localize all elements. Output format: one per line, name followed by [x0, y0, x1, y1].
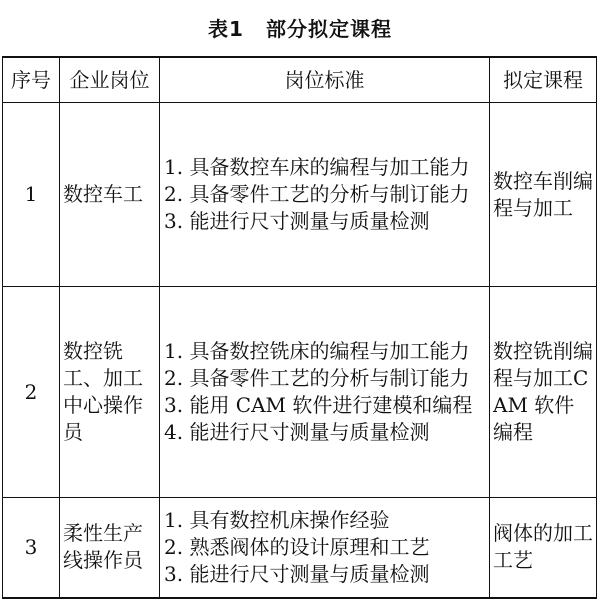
- standard-item: 1. 具备数控铣床的编程与加工能力: [164, 339, 470, 363]
- course-cell: 阀体的加工工艺: [490, 498, 597, 598]
- row-number: 3: [3, 498, 60, 598]
- table-row: [3, 498, 597, 598]
- position-cell: 柔性生产线操作员: [60, 498, 160, 598]
- standard-item: 2. 具备零件工艺的分析与制订能力: [164, 366, 470, 390]
- course-table: [2, 56, 597, 599]
- standard-item: 4. 能进行尺寸测量与质量检测: [164, 420, 430, 444]
- header-standard: 岗位标准: [160, 57, 490, 103]
- table-caption: [0, 16, 600, 42]
- standard-item: 3. 能进行尺寸测量与质量检测: [164, 561, 430, 586]
- header-no: 序号: [3, 57, 60, 103]
- course-cell: 数控车削编程与加工: [490, 103, 597, 287]
- standard-item: 3. 能用 CAM 软件进行建模和编程: [164, 393, 473, 417]
- standard-item: 1. 具备数控车床的编程与加工能力: [164, 155, 470, 179]
- header-position: 企业岗位: [60, 57, 160, 103]
- table-number: 表1: [208, 17, 244, 41]
- standard-cell: [160, 498, 490, 598]
- table-row: [3, 103, 597, 287]
- row-number: 2: [3, 287, 60, 498]
- course-cell: 数控铣削编程与加工CAM 软件编程: [490, 287, 597, 498]
- standard-cell: [160, 103, 490, 287]
- table-title: 部分拟定课程: [265, 17, 392, 41]
- standard-cell: [160, 287, 490, 498]
- table-row: [3, 287, 597, 498]
- position-cell: 数控铣工、加工中心操作员: [60, 287, 160, 498]
- header-course: 拟定课程: [490, 57, 597, 103]
- standard-item: 1. 具有数控机床操作经验: [164, 507, 390, 532]
- row-number: 1: [3, 103, 60, 287]
- header-row: [3, 57, 597, 103]
- standard-item: 2. 具备零件工艺的分析与制订能力: [164, 182, 470, 206]
- position-cell: 数控车工: [60, 103, 160, 287]
- standard-item: 3. 能进行尺寸测量与质量检测: [164, 209, 430, 233]
- standard-item: 2. 熟悉阀体的设计原理和工艺: [164, 534, 430, 559]
